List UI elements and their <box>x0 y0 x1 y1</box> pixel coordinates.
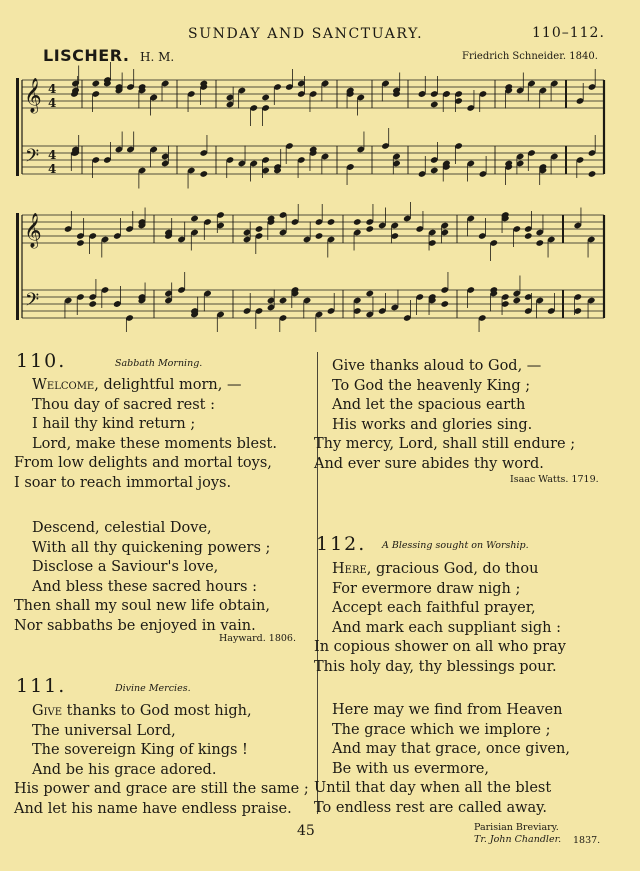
hymn-112-number: 112. <box>316 533 367 555</box>
note-head <box>199 170 208 178</box>
composer-name: Friedrich Schneider. <box>462 51 567 62</box>
first-word: Welcome, <box>32 377 99 393</box>
hymn-line: And bless these sacred hours : <box>32 578 257 595</box>
hymn-line: The universal Lord, <box>32 722 176 739</box>
hymn-line: Then shall my soul new life obtain, <box>14 598 270 614</box>
hymn-110-stanza-2 <box>14 519 270 636</box>
hymn-line <box>314 560 566 580</box>
hymn-line: Disclose a Saviour's love, <box>32 559 219 575</box>
hymn-112-source: Parisian Breviary. <box>474 822 559 833</box>
hymn-line: With all thy quickening powers ; <box>32 539 271 556</box>
note-head <box>88 300 97 308</box>
hymn-line: And be his grace adored. <box>32 761 217 778</box>
hymn-111-stanza-2 <box>314 357 575 474</box>
hymn-line: Be with us evermore, <box>332 760 489 777</box>
hymn-110-number: 110. <box>16 350 67 372</box>
hymn-line: And let the spacious earth <box>332 397 526 413</box>
hymn-line: For evermore draw nigh ; <box>332 580 521 597</box>
running-title: SUNDAY AND SANCTUARY. <box>188 26 424 42</box>
hymn-line: To endless rest are called away. <box>314 799 548 816</box>
note-head <box>91 80 100 88</box>
note-head <box>440 300 449 308</box>
hymn-line: Descend, celestial Dove, <box>32 520 212 536</box>
hymn-number-range: 110–112. <box>532 25 605 41</box>
treble-clef-icon: 𝄞 <box>24 213 42 248</box>
music-system-2 <box>0 202 640 332</box>
author-year: 1719. <box>571 474 599 485</box>
note-head <box>588 170 597 178</box>
hymn-line: Nor sabbaths be enjoyed in vain. <box>14 617 256 634</box>
hymn-112-stanza-1 <box>314 560 566 677</box>
hymn-line: And let his name have endless praise. <box>14 800 292 817</box>
hymn-line: And mark each suppliant sigh : <box>332 619 561 636</box>
hymn-111-number: 111. <box>16 675 67 697</box>
note-head <box>261 94 270 102</box>
treble-clef-icon: 𝄞 <box>24 78 42 113</box>
hymn-112-translator: Tr. John Chandler. <box>474 834 562 845</box>
note-head <box>76 239 85 247</box>
hymn-line: Accept each faithful prayer, <box>332 600 536 616</box>
hymn-line: The grace which we implore ; <box>332 721 551 738</box>
hymn-line: I soar to reach immortal joys. <box>14 474 232 491</box>
hymn-line: In copious shower on all who pray <box>314 639 566 655</box>
system-brace <box>16 78 19 176</box>
hymn-line: This holy day, thy blessings pour. <box>314 658 557 675</box>
hymn-line: Lord, make these moments blest. <box>32 435 277 452</box>
time-signature-icon: 4 <box>48 162 57 176</box>
hymn-111-stanza-1 <box>14 702 309 819</box>
note-head <box>315 232 324 240</box>
note-head <box>279 297 288 305</box>
tune-name: LISCHER. <box>43 46 130 65</box>
author-year: 1806. <box>268 633 296 644</box>
line-rest: thanks to God most high, <box>62 703 252 719</box>
composer-year: 1840. <box>569 51 598 62</box>
hymn-line: And ever sure abides thy word. <box>314 455 544 472</box>
tune-meter: H. M. <box>140 50 175 64</box>
note-head <box>190 215 199 223</box>
hymn-111-title: Divine Mercies. <box>115 683 191 694</box>
hymn-line: Here may we find from Heaven <box>332 702 563 718</box>
hymn-line: Until that day when all the blest <box>314 780 552 796</box>
hymn-110-attribution <box>219 633 296 644</box>
system-brace <box>16 213 19 320</box>
note-head <box>535 239 544 247</box>
hymn-line: Thou day of sacred rest : <box>32 396 216 413</box>
author: Isaac Watts. <box>510 474 569 485</box>
hymn-line: I hail thy kind return ; <box>32 416 196 432</box>
hymn-line: Thy mercy, Lord, shall still endure ; <box>314 436 576 452</box>
hymn-line: His power and grace are still the same ; <box>14 781 309 797</box>
first-word: Give <box>32 703 63 719</box>
time-signature-icon: 4 <box>48 96 57 110</box>
hymn-112-stanza-2 <box>314 701 570 818</box>
hymn-line <box>14 376 277 396</box>
hymn-line: To God the heavenly King ; <box>332 377 531 394</box>
note-head <box>430 101 439 109</box>
hymn-line: From low delights and mortal toys, <box>14 455 272 471</box>
note-head <box>430 167 439 175</box>
first-word: Here, <box>332 561 372 577</box>
hymn-110-title: Sabbath Morning. <box>115 358 203 369</box>
note-head <box>353 218 362 226</box>
hymn-line: His works and glories sing. <box>332 416 533 433</box>
note-head <box>327 218 336 226</box>
hymn-112-year: 1837. <box>573 835 601 846</box>
time-signature-icon: 4 <box>48 148 57 162</box>
line-rest: delightful morn, — <box>98 377 242 393</box>
note-head <box>365 290 374 298</box>
page-number: 45 <box>297 823 315 839</box>
note-head <box>524 232 533 240</box>
hymn-line: Give thanks aloud to God, — <box>332 358 542 374</box>
note-head <box>365 225 374 233</box>
author: Hayward. <box>219 633 266 644</box>
hymn-line: And may that grace, once given, <box>332 741 570 757</box>
line-rest: gracious God, do thou <box>371 561 539 577</box>
time-signature-icon: 4 <box>48 82 57 96</box>
note-head <box>512 297 521 305</box>
music-system-1 <box>0 62 640 190</box>
hymn-110-stanza-1 <box>14 376 277 493</box>
hymn-111-attribution <box>510 474 599 485</box>
note-head <box>255 225 264 233</box>
hymn-112-title: A Blessing sought on Worship. <box>382 540 529 551</box>
hymn-line: The sovereign King of kings ! <box>32 742 248 758</box>
tune-composer <box>462 51 598 62</box>
bass-clef-icon: 𝄢 <box>25 146 40 171</box>
bass-clef-icon: 𝄢 <box>25 290 40 315</box>
hymn-line <box>14 702 309 722</box>
